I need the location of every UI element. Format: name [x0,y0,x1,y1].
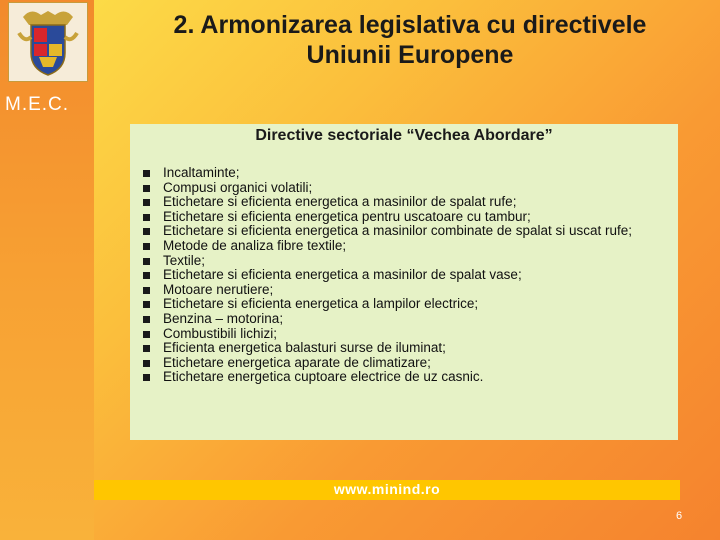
list-item [138,195,658,210]
list-item [138,239,658,254]
list-item [138,254,658,269]
list-item-text: Motoare nerutiere; [163,281,274,297]
footer-url-link[interactable]: www.minind.ro [333,481,441,497]
title-line-2: Uniunii Europene [306,41,514,69]
coat-of-arms-icon [9,3,87,81]
bullet-icon [143,287,150,294]
list-item [138,210,658,225]
list-item-text: Benzina – motorina; [163,310,284,326]
list-item-text: Compusi organici volatili; [163,179,313,195]
sidebar [0,0,94,540]
bullet-icon [143,185,150,192]
list-item [138,224,658,239]
list-item [138,166,658,181]
bullet-icon [143,243,150,250]
panel-title: Directive sectoriale “Vechea Abordare” [255,127,553,144]
bullet-icon [143,374,150,381]
directive-list [138,166,658,385]
bullet-icon [143,170,150,177]
bullet-icon [143,301,150,308]
org-label: M.E.C. [5,94,70,115]
bullet-icon [143,228,150,235]
list-item-text: Combustibili lichizi; [163,325,278,341]
coat-of-arms-logo [8,2,88,82]
slide-title [110,10,710,70]
list-item-text: Eficienta energetica balasturi surse de iluminat; [163,340,446,356]
list-item [138,341,658,356]
list-item [138,312,658,327]
bullet-icon [143,272,150,279]
list-item-text: Etichetare energetica cuptoare electrice de uz casnic. [163,369,484,385]
bullet-icon [143,258,150,265]
bullet-icon [143,331,150,338]
content-panel [130,124,678,440]
list-item [138,297,658,312]
list-item [138,268,658,283]
list-item-text: Etichetare si eficienta energetica a lampilor electrice; [163,296,479,312]
list-item-text: Incaltaminte; [163,165,240,180]
bullet-icon [143,360,150,367]
title-line-1: 2. Armonizarea legislativa cu directivele [173,11,647,39]
bullet-icon [143,316,150,323]
list-item-text: Etichetare energetica aparate de climatizare; [163,354,431,370]
list-item [138,327,658,342]
page-number: 6 [676,510,683,522]
list-item [138,356,658,371]
list-item-text: Etichetare si eficienta energetica pentru uscatoare cu tambur; [163,208,531,224]
bullet-icon [143,199,150,206]
bullet-icon [143,345,150,352]
list-item [138,283,658,298]
list-item-text: Textile; [163,252,206,268]
list-item [138,370,658,385]
list-item-text: Metode de analiza fibre textile; [163,237,347,253]
list-item-text: Etichetare si eficienta energetica a masinilor combinate de spalat si uscat rufe; [163,223,632,239]
list-item-text: Etichetare si eficienta energetica a masinilor de spalat rufe; [163,194,517,210]
list-item [138,181,658,196]
bullet-icon [143,214,150,221]
list-item-text: Etichetare si eficienta energetica a masinilor de spalat vase; [163,267,522,283]
